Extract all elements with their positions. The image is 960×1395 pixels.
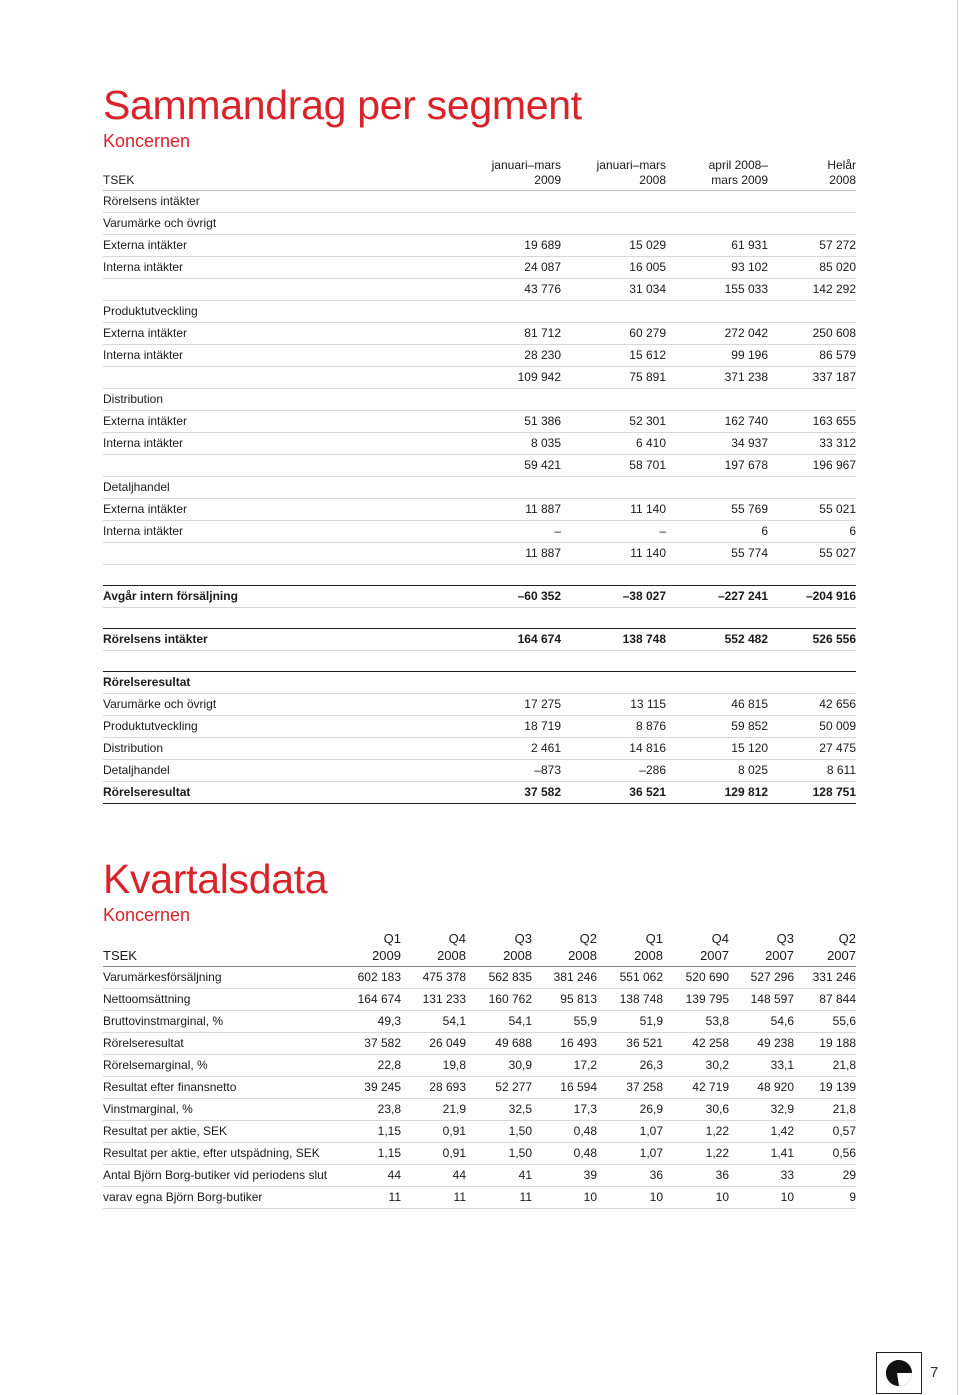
- row-label: Rörelseresultat: [103, 1033, 328, 1055]
- table-row: [103, 1099, 856, 1121]
- row-label: Produktutveckling: [103, 716, 456, 738]
- row-label: Externa intäkter: [103, 499, 456, 521]
- group-name: Produktutveckling: [103, 301, 856, 323]
- total-cell: 371 238: [666, 367, 768, 389]
- value-cell: 16 594: [532, 1077, 597, 1099]
- segment-subtitle: Koncernen: [103, 131, 191, 151]
- value-cell: 51,9: [597, 1011, 663, 1033]
- group-name: Detaljhandel: [103, 477, 856, 499]
- value-cell: 16 005: [561, 257, 666, 279]
- total-cell: 75 891: [561, 367, 666, 389]
- value-cell: 37 258: [597, 1077, 663, 1099]
- value-cell: 475 378: [401, 967, 466, 989]
- segment-table: [103, 154, 856, 804]
- table-row: [103, 1055, 856, 1077]
- total-cell: 55 027: [768, 543, 856, 565]
- value-cell: 1,15: [328, 1121, 401, 1143]
- column-header-year: 2007: [700, 948, 729, 963]
- value-cell: 54,6: [729, 1011, 794, 1033]
- group-total-row: [103, 279, 856, 301]
- value-cell: 28 693: [401, 1077, 466, 1099]
- total-cell: 11 140: [561, 543, 666, 565]
- value-cell: 0,56: [794, 1143, 856, 1165]
- row-label: Interna intäkter: [103, 257, 456, 279]
- empty-cell: [103, 367, 456, 389]
- value-cell: 1,07: [597, 1143, 663, 1165]
- value-cell: 15 120: [666, 738, 768, 760]
- spacer-row: [103, 565, 856, 586]
- column-header-quarter: Q3: [514, 931, 532, 946]
- value-cell: 8 611: [768, 760, 856, 782]
- value-cell: 57 272: [768, 235, 856, 257]
- page: [103, 82, 856, 1209]
- value-cell: 520 690: [663, 967, 729, 989]
- total-cell: 11 887: [456, 543, 561, 565]
- value-cell: 128 751: [768, 782, 856, 804]
- value-cell: 17,3: [532, 1099, 597, 1121]
- table-row: [103, 989, 856, 1011]
- value-cell: 10: [597, 1187, 663, 1209]
- spacer-cell: [103, 651, 856, 672]
- column-header-quarter: Q4: [711, 931, 729, 946]
- total-cell: 109 942: [456, 367, 561, 389]
- value-cell: 36 521: [561, 782, 666, 804]
- total-cell: 155 033: [666, 279, 768, 301]
- value-cell: 602 183: [328, 967, 401, 989]
- value-cell: 250 608: [768, 323, 856, 345]
- column-header-line2: mars 2009: [711, 173, 768, 187]
- section-label-row: [103, 191, 856, 213]
- value-cell: 11: [401, 1187, 466, 1209]
- empty-cell: [103, 455, 456, 477]
- value-cell: 527 296: [729, 967, 794, 989]
- value-cell: 19 139: [794, 1077, 856, 1099]
- value-cell: 18 719: [456, 716, 561, 738]
- value-cell: 26,9: [597, 1099, 663, 1121]
- value-cell: 33: [729, 1165, 794, 1187]
- value-cell: 17 275: [456, 694, 561, 716]
- value-cell: 16 493: [532, 1033, 597, 1055]
- table-row: [103, 499, 856, 521]
- value-cell: 52 277: [466, 1077, 532, 1099]
- value-cell: 99 196: [666, 345, 768, 367]
- table-row: [103, 694, 856, 716]
- row-label: varav egna Björn Borg-butiker: [103, 1187, 328, 1209]
- group-name-row: [103, 301, 856, 323]
- value-cell: 19 689: [456, 235, 561, 257]
- column-header-line1: april 2008–: [708, 158, 768, 172]
- value-cell: 44: [401, 1165, 466, 1187]
- segment-header-row: [103, 154, 856, 191]
- total-cell: 59 421: [456, 455, 561, 477]
- result-total-row: [103, 782, 856, 804]
- empty-cell: [103, 279, 456, 301]
- value-cell: 11 887: [456, 499, 561, 521]
- row-label: Antal Björn Borg-butiker vid periodens slut: [103, 1165, 328, 1187]
- value-cell: 21,9: [401, 1099, 466, 1121]
- row-label: Varumärke och övrigt: [103, 694, 456, 716]
- column-header: [532, 928, 597, 967]
- value-cell: –227 241: [666, 586, 768, 608]
- value-cell: 81 712: [456, 323, 561, 345]
- value-cell: 10: [532, 1187, 597, 1209]
- value-cell: 34 937: [666, 433, 768, 455]
- result-section-row: [103, 672, 856, 694]
- value-cell: –38 027: [561, 586, 666, 608]
- column-header-quarter: Q1: [645, 931, 663, 946]
- column-header-line2: 2008: [639, 173, 666, 187]
- value-cell: 0,57: [794, 1121, 856, 1143]
- total-cell: 58 701: [561, 455, 666, 477]
- column-header-year: 2009: [372, 948, 401, 963]
- row-label: Resultat per aktie, SEK: [103, 1121, 328, 1143]
- value-cell: 30,6: [663, 1099, 729, 1121]
- value-cell: 8 876: [561, 716, 666, 738]
- value-cell: 52 301: [561, 411, 666, 433]
- total-cell: 55 774: [666, 543, 768, 565]
- value-cell: –: [561, 521, 666, 543]
- column-header-line1: januari–mars: [596, 158, 666, 172]
- column-header-year: 2008: [634, 948, 663, 963]
- value-cell: 86 579: [768, 345, 856, 367]
- value-cell: 1,22: [663, 1121, 729, 1143]
- table-row: [103, 345, 856, 367]
- spacer-cell: [103, 608, 856, 629]
- column-header-year: 2008: [503, 948, 532, 963]
- column-header: [768, 154, 856, 191]
- group-total-row: [103, 543, 856, 565]
- value-cell: 11: [328, 1187, 401, 1209]
- value-cell: 37 582: [456, 782, 561, 804]
- column-header: [794, 928, 856, 967]
- column-header: [328, 928, 401, 967]
- value-cell: 15 612: [561, 345, 666, 367]
- group-name: Varumärke och övrigt: [103, 213, 856, 235]
- value-cell: 0,48: [532, 1143, 597, 1165]
- row-label: Rörelsens intäkter: [103, 629, 456, 651]
- value-cell: 55 021: [768, 499, 856, 521]
- table-row: [103, 521, 856, 543]
- value-cell: 55,9: [532, 1011, 597, 1033]
- group-name-row: [103, 389, 856, 411]
- value-cell: 11: [466, 1187, 532, 1209]
- value-cell: 49 238: [729, 1033, 794, 1055]
- value-cell: 28 230: [456, 345, 561, 367]
- column-header-quarter: Q3: [776, 931, 794, 946]
- elimination-row: [103, 586, 856, 608]
- value-cell: 0,91: [401, 1143, 466, 1165]
- value-cell: 41: [466, 1165, 532, 1187]
- row-label: Avgår intern försäljning: [103, 586, 456, 608]
- value-cell: 163 655: [768, 411, 856, 433]
- quarterly-title: Kvartalsdata: [103, 856, 328, 902]
- value-cell: 551 062: [597, 967, 663, 989]
- value-cell: 42 656: [768, 694, 856, 716]
- page-edge-line: [957, 0, 958, 1395]
- value-cell: 51 386: [456, 411, 561, 433]
- value-cell: 1,42: [729, 1121, 794, 1143]
- value-cell: 1,07: [597, 1121, 663, 1143]
- value-cell: 13 115: [561, 694, 666, 716]
- value-cell: 552 482: [666, 629, 768, 651]
- value-cell: 1,15: [328, 1143, 401, 1165]
- column-header: [401, 928, 466, 967]
- table-row: [103, 411, 856, 433]
- value-cell: 29: [794, 1165, 856, 1187]
- header-label: TSEK: [103, 928, 328, 967]
- column-header-year: 2008: [437, 948, 466, 963]
- quarterly-header-row: [103, 928, 856, 967]
- total-cell: 337 187: [768, 367, 856, 389]
- value-cell: –286: [561, 760, 666, 782]
- value-cell: 85 020: [768, 257, 856, 279]
- value-cell: 49,3: [328, 1011, 401, 1033]
- table-row: [103, 323, 856, 345]
- value-cell: 21,8: [794, 1099, 856, 1121]
- spacer-cell: [103, 565, 856, 586]
- value-cell: 15 029: [561, 235, 666, 257]
- value-cell: 162 740: [666, 411, 768, 433]
- value-cell: 48 920: [729, 1077, 794, 1099]
- value-cell: 11 140: [561, 499, 666, 521]
- header-label: TSEK: [103, 154, 456, 191]
- value-cell: 129 812: [666, 782, 768, 804]
- segment-title: Sammandrag per segment: [103, 82, 582, 128]
- row-label: Rörelseresultat: [103, 782, 456, 804]
- table-row: [103, 967, 856, 989]
- column-header-year: 2007: [765, 948, 794, 963]
- value-cell: 50 009: [768, 716, 856, 738]
- value-cell: 9: [794, 1187, 856, 1209]
- value-cell: 37 582: [328, 1033, 401, 1055]
- value-cell: 33 312: [768, 433, 856, 455]
- value-cell: 6 410: [561, 433, 666, 455]
- value-cell: 164 674: [456, 629, 561, 651]
- total-cell: 43 776: [456, 279, 561, 301]
- column-header-quarter: Q2: [579, 931, 597, 946]
- group-name-row: [103, 213, 856, 235]
- table-row: [103, 257, 856, 279]
- value-cell: 160 762: [466, 989, 532, 1011]
- value-cell: 23,8: [328, 1099, 401, 1121]
- value-cell: 36: [597, 1165, 663, 1187]
- value-cell: 42 719: [663, 1077, 729, 1099]
- group-name: Distribution: [103, 389, 856, 411]
- row-label: Nettoomsättning: [103, 989, 328, 1011]
- value-cell: 562 835: [466, 967, 532, 989]
- value-cell: 39: [532, 1165, 597, 1187]
- value-cell: 24 087: [456, 257, 561, 279]
- value-cell: 30,9: [466, 1055, 532, 1077]
- column-header: [456, 154, 561, 191]
- table-row: [103, 738, 856, 760]
- value-cell: 138 748: [597, 989, 663, 1011]
- column-header: [597, 928, 663, 967]
- value-cell: 49 688: [466, 1033, 532, 1055]
- value-cell: –204 916: [768, 586, 856, 608]
- column-header: [561, 154, 666, 191]
- quarterly-table: [103, 928, 856, 1209]
- value-cell: 32,9: [729, 1099, 794, 1121]
- row-label: Externa intäkter: [103, 235, 456, 257]
- value-cell: 93 102: [666, 257, 768, 279]
- value-cell: 30,2: [663, 1055, 729, 1077]
- value-cell: 6: [768, 521, 856, 543]
- row-label: Varumärkesförsäljning: [103, 967, 328, 989]
- value-cell: 61 931: [666, 235, 768, 257]
- revenue-total-row: [103, 629, 856, 651]
- value-cell: 36: [663, 1165, 729, 1187]
- value-cell: 17,2: [532, 1055, 597, 1077]
- row-label: Bruttovinstmarginal, %: [103, 1011, 328, 1033]
- row-label: Externa intäkter: [103, 411, 456, 433]
- column-header: [663, 928, 729, 967]
- column-header-year: 2007: [827, 948, 856, 963]
- group-total-row: [103, 455, 856, 477]
- column-header-quarter: Q4: [448, 931, 466, 946]
- row-label: Externa intäkter: [103, 323, 456, 345]
- value-cell: 36 521: [597, 1033, 663, 1055]
- value-cell: 139 795: [663, 989, 729, 1011]
- row-label: Rörelsemarginal, %: [103, 1055, 328, 1077]
- section-label: Rörelsens intäkter: [103, 191, 856, 213]
- spacer-row: [103, 651, 856, 672]
- value-cell: 1,50: [466, 1143, 532, 1165]
- row-label: Distribution: [103, 738, 456, 760]
- value-cell: 2 461: [456, 738, 561, 760]
- row-label: Detaljhandel: [103, 760, 456, 782]
- table-row: [103, 1187, 856, 1209]
- column-header-line1: januari–mars: [491, 158, 561, 172]
- value-cell: 272 042: [666, 323, 768, 345]
- value-cell: 138 748: [561, 629, 666, 651]
- value-cell: 32,5: [466, 1099, 532, 1121]
- table-row: [103, 235, 856, 257]
- table-row: [103, 1121, 856, 1143]
- column-header-line2: 2009: [534, 173, 561, 187]
- value-cell: 33,1: [729, 1055, 794, 1077]
- value-cell: 54,1: [401, 1011, 466, 1033]
- column-header: [466, 928, 532, 967]
- value-cell: 1,50: [466, 1121, 532, 1143]
- table-row: [103, 716, 856, 738]
- value-cell: 60 279: [561, 323, 666, 345]
- column-header: [666, 154, 768, 191]
- value-cell: 95 813: [532, 989, 597, 1011]
- value-cell: 59 852: [666, 716, 768, 738]
- page-number: 7: [930, 1364, 939, 1381]
- row-label: Resultat per aktie, efter utspädning, SEK: [103, 1143, 328, 1165]
- value-cell: 1,22: [663, 1143, 729, 1165]
- total-cell: 197 678: [666, 455, 768, 477]
- row-label: Interna intäkter: [103, 345, 456, 367]
- total-cell: 31 034: [561, 279, 666, 301]
- column-header-quarter: Q1: [383, 931, 401, 946]
- table-row: [103, 1011, 856, 1033]
- value-cell: 381 246: [532, 967, 597, 989]
- value-cell: 26,3: [597, 1055, 663, 1077]
- column-header-line2: 2008: [829, 173, 856, 187]
- value-cell: 0,48: [532, 1121, 597, 1143]
- value-cell: 53,8: [663, 1011, 729, 1033]
- table-row: [103, 1143, 856, 1165]
- value-cell: 6: [666, 521, 768, 543]
- value-cell: 148 597: [729, 989, 794, 1011]
- value-cell: 26 049: [401, 1033, 466, 1055]
- value-cell: 14 816: [561, 738, 666, 760]
- column-header-quarter: Q2: [838, 931, 856, 946]
- row-label: Vinstmarginal, %: [103, 1099, 328, 1121]
- value-cell: –873: [456, 760, 561, 782]
- table-row: [103, 1033, 856, 1055]
- value-cell: 46 815: [666, 694, 768, 716]
- value-cell: 54,1: [466, 1011, 532, 1033]
- value-cell: 44: [328, 1165, 401, 1187]
- value-cell: 526 556: [768, 629, 856, 651]
- value-cell: 27 475: [768, 738, 856, 760]
- value-cell: 42 258: [663, 1033, 729, 1055]
- value-cell: 164 674: [328, 989, 401, 1011]
- value-cell: 10: [729, 1187, 794, 1209]
- value-cell: 19,8: [401, 1055, 466, 1077]
- value-cell: –60 352: [456, 586, 561, 608]
- value-cell: 19 188: [794, 1033, 856, 1055]
- column-header: [729, 928, 794, 967]
- value-cell: 21,8: [794, 1055, 856, 1077]
- value-cell: 55 769: [666, 499, 768, 521]
- value-cell: 10: [663, 1187, 729, 1209]
- value-cell: 8 025: [666, 760, 768, 782]
- section-label: Rörelseresultat: [103, 672, 856, 694]
- table-row: [103, 1165, 856, 1187]
- value-cell: 22,8: [328, 1055, 401, 1077]
- row-label: Interna intäkter: [103, 521, 456, 543]
- row-label: Resultat efter finansnetto: [103, 1077, 328, 1099]
- spacer-row: [103, 608, 856, 629]
- bjorn-borg-logo-icon: [876, 1352, 922, 1394]
- value-cell: 8 035: [456, 433, 561, 455]
- column-header-line1: Helår: [827, 158, 856, 172]
- value-cell: 0,91: [401, 1121, 466, 1143]
- value-cell: 87 844: [794, 989, 856, 1011]
- value-cell: 39 245: [328, 1077, 401, 1099]
- quarterly-subtitle: Koncernen: [103, 905, 191, 925]
- empty-cell: [103, 543, 456, 565]
- group-name-row: [103, 477, 856, 499]
- group-total-row: [103, 367, 856, 389]
- value-cell: –: [456, 521, 561, 543]
- value-cell: 331 246: [794, 967, 856, 989]
- value-cell: 1,41: [729, 1143, 794, 1165]
- row-label: Interna intäkter: [103, 433, 456, 455]
- table-row: [103, 760, 856, 782]
- total-cell: 196 967: [768, 455, 856, 477]
- value-cell: 131 233: [401, 989, 466, 1011]
- table-row: [103, 1077, 856, 1099]
- value-cell: 55,6: [794, 1011, 856, 1033]
- total-cell: 142 292: [768, 279, 856, 301]
- column-header-year: 2008: [568, 948, 597, 963]
- table-row: [103, 433, 856, 455]
